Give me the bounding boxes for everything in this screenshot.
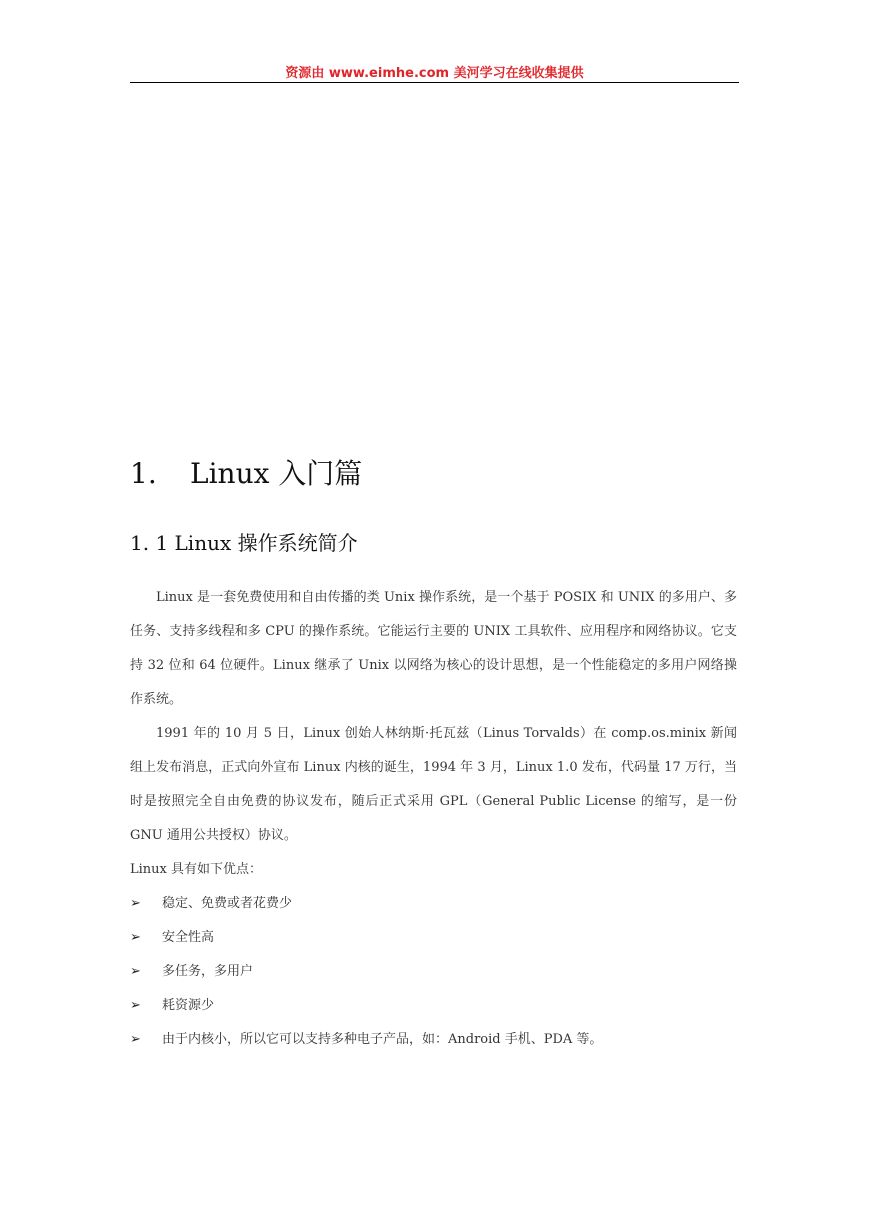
header-rule xyxy=(130,82,739,83)
list-item xyxy=(130,989,737,1023)
list-item-text: 多任务，多用户 xyxy=(162,964,254,979)
advantages-intro: Linux 具有如下优点： xyxy=(130,862,262,877)
paragraph-history: 1991 年的 10 月 5 日，Linux 创始人林纳斯·托瓦兹（Linus Torvalds）在 comp.os.minix 新闻组上发布消息，正式向外宣布 Linux 内核的诞生，1994 年 3 月，Linux 1.0 发布，代码量 17 万行，当时是按照完全自由免费的协议发布，随后正式采用 GPL（General Public License 的缩写，是一份 GNU 通用公共授权）协议。 xyxy=(130,726,737,843)
advantages-list xyxy=(130,887,737,1057)
chapter-heading xyxy=(130,452,362,492)
list-item-text: 安全性高 xyxy=(162,930,215,945)
section-heading: 1. 1 Linux 操作系统简介 xyxy=(130,531,358,555)
list-item xyxy=(130,955,737,989)
chapter-title: Linux 入门篇 xyxy=(190,457,363,490)
list-item xyxy=(130,1023,737,1057)
body-text xyxy=(130,581,737,1057)
list-item xyxy=(130,921,737,955)
list-item-text: 由于内核小，所以它可以支持多种电子产品，如：Android 手机、PDA 等。 xyxy=(162,1032,603,1047)
list-item-text: 稳定、免费或者花费少 xyxy=(162,896,293,911)
paragraph-intro: Linux 是一套免费使用和自由传播的类 Unix 操作系统，是一个基于 POSIX 和 UNIX 的多用户、多任务、支持多线程和多 CPU 的操作系统。它能运行主要的 UNIX 工具软件、应用程序和网络协议。它支持 32 位和 64 位硬件。Linux 继承了 Unix 以网络为核心的设计思想，是一个性能稳定的多用户网络操作系统。 xyxy=(130,590,737,707)
arrow-bullet-icon: ➢ xyxy=(130,998,141,1013)
arrow-bullet-icon: ➢ xyxy=(130,930,141,945)
chapter-number: 1. xyxy=(130,457,157,490)
arrow-bullet-icon: ➢ xyxy=(130,1032,141,1047)
arrow-bullet-icon: ➢ xyxy=(130,964,141,979)
list-item xyxy=(130,887,737,921)
list-item-text: 耗资源少 xyxy=(162,998,215,1013)
page-header: 资源由 www.eimhe.com 美河学习在线收集提供 xyxy=(285,66,584,81)
arrow-bullet-icon: ➢ xyxy=(130,896,141,911)
